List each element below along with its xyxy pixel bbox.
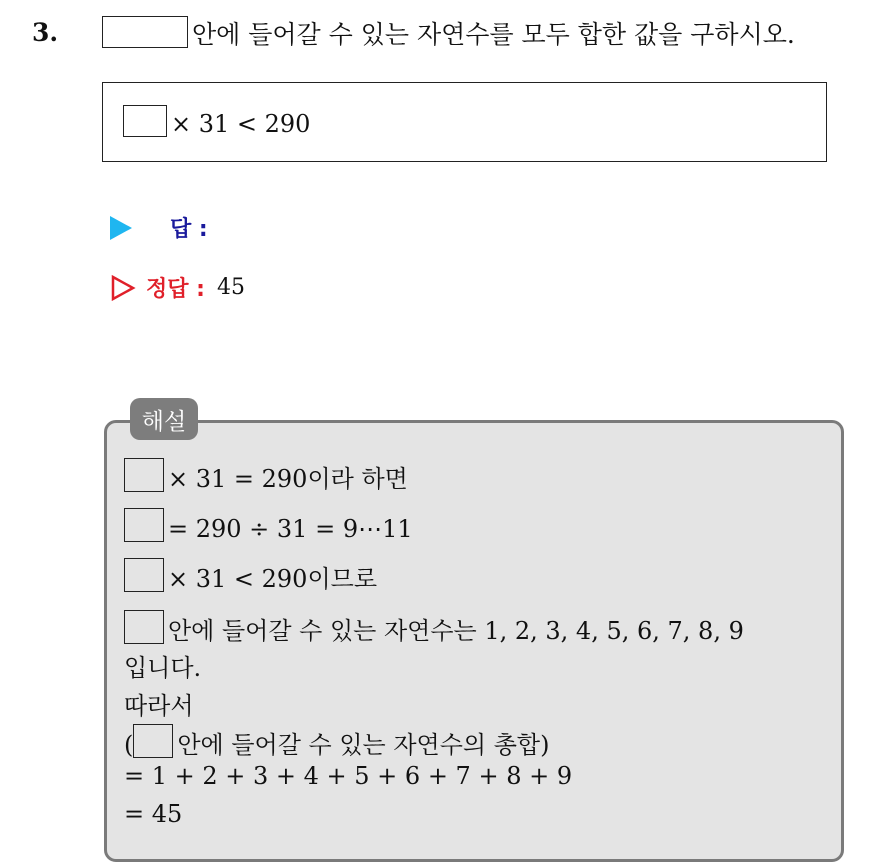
explanation-blank-box <box>124 610 164 644</box>
explanation-line-6: 따라서 <box>124 692 194 720</box>
question-number: 3. <box>32 18 59 47</box>
condition-box <box>102 82 827 162</box>
answer-row[interactable] <box>110 212 208 243</box>
explanation-text: 안에 들어갈 수 있는 자연수의 총합) <box>177 731 550 759</box>
explanation-blank-box <box>124 458 164 492</box>
correct-answer-value: 45 <box>216 275 245 300</box>
condition-blank-box <box>123 105 167 137</box>
open-paren: ( <box>124 731 134 759</box>
question-instruction-line <box>102 15 795 51</box>
explanation-line-9: = 45 <box>124 800 183 828</box>
explanation-line-2 <box>124 508 413 543</box>
explanation-line-8: = 1 + 2 + 3 + 4 + 5 + 6 + 7 + 8 + 9 <box>124 762 573 790</box>
explanation-line-1 <box>124 458 408 494</box>
condition-row <box>123 105 310 138</box>
explanation-text: 안에 들어갈 수 있는 자연수는 1, 2, 3, 4, 5, 6, 7, 8, 9 <box>168 617 744 645</box>
explanation-line-3 <box>124 558 377 594</box>
question-instruction: 안에 들어갈 수 있는 자연수를 모두 합한 값을 구하시오. <box>192 20 795 49</box>
explanation-text: = 290 ÷ 31 = 9⋯11 <box>168 515 413 543</box>
answer-label: 답 : <box>170 217 208 242</box>
outline-triangle-icon <box>110 275 136 301</box>
condition-expression: × 31 < 290 <box>171 110 311 138</box>
explanation-line-4 <box>124 610 744 646</box>
explanation-tag: 해설 <box>130 398 198 440</box>
explanation-text: × 31 = 290이라 하면 <box>168 465 408 493</box>
correct-answer-row <box>110 272 245 303</box>
play-triangle-icon <box>110 216 132 240</box>
answer-blank-box <box>102 16 188 48</box>
explanation-line-5: 입니다. <box>124 654 202 682</box>
explanation-blank-box <box>133 724 173 758</box>
correct-answer-label: 정답 : <box>146 277 205 302</box>
explanation-blank-box <box>124 558 164 592</box>
explanation-line-7 <box>124 724 549 760</box>
explanation-text: × 31 < 290이므로 <box>168 565 378 593</box>
explanation-blank-box <box>124 508 164 542</box>
